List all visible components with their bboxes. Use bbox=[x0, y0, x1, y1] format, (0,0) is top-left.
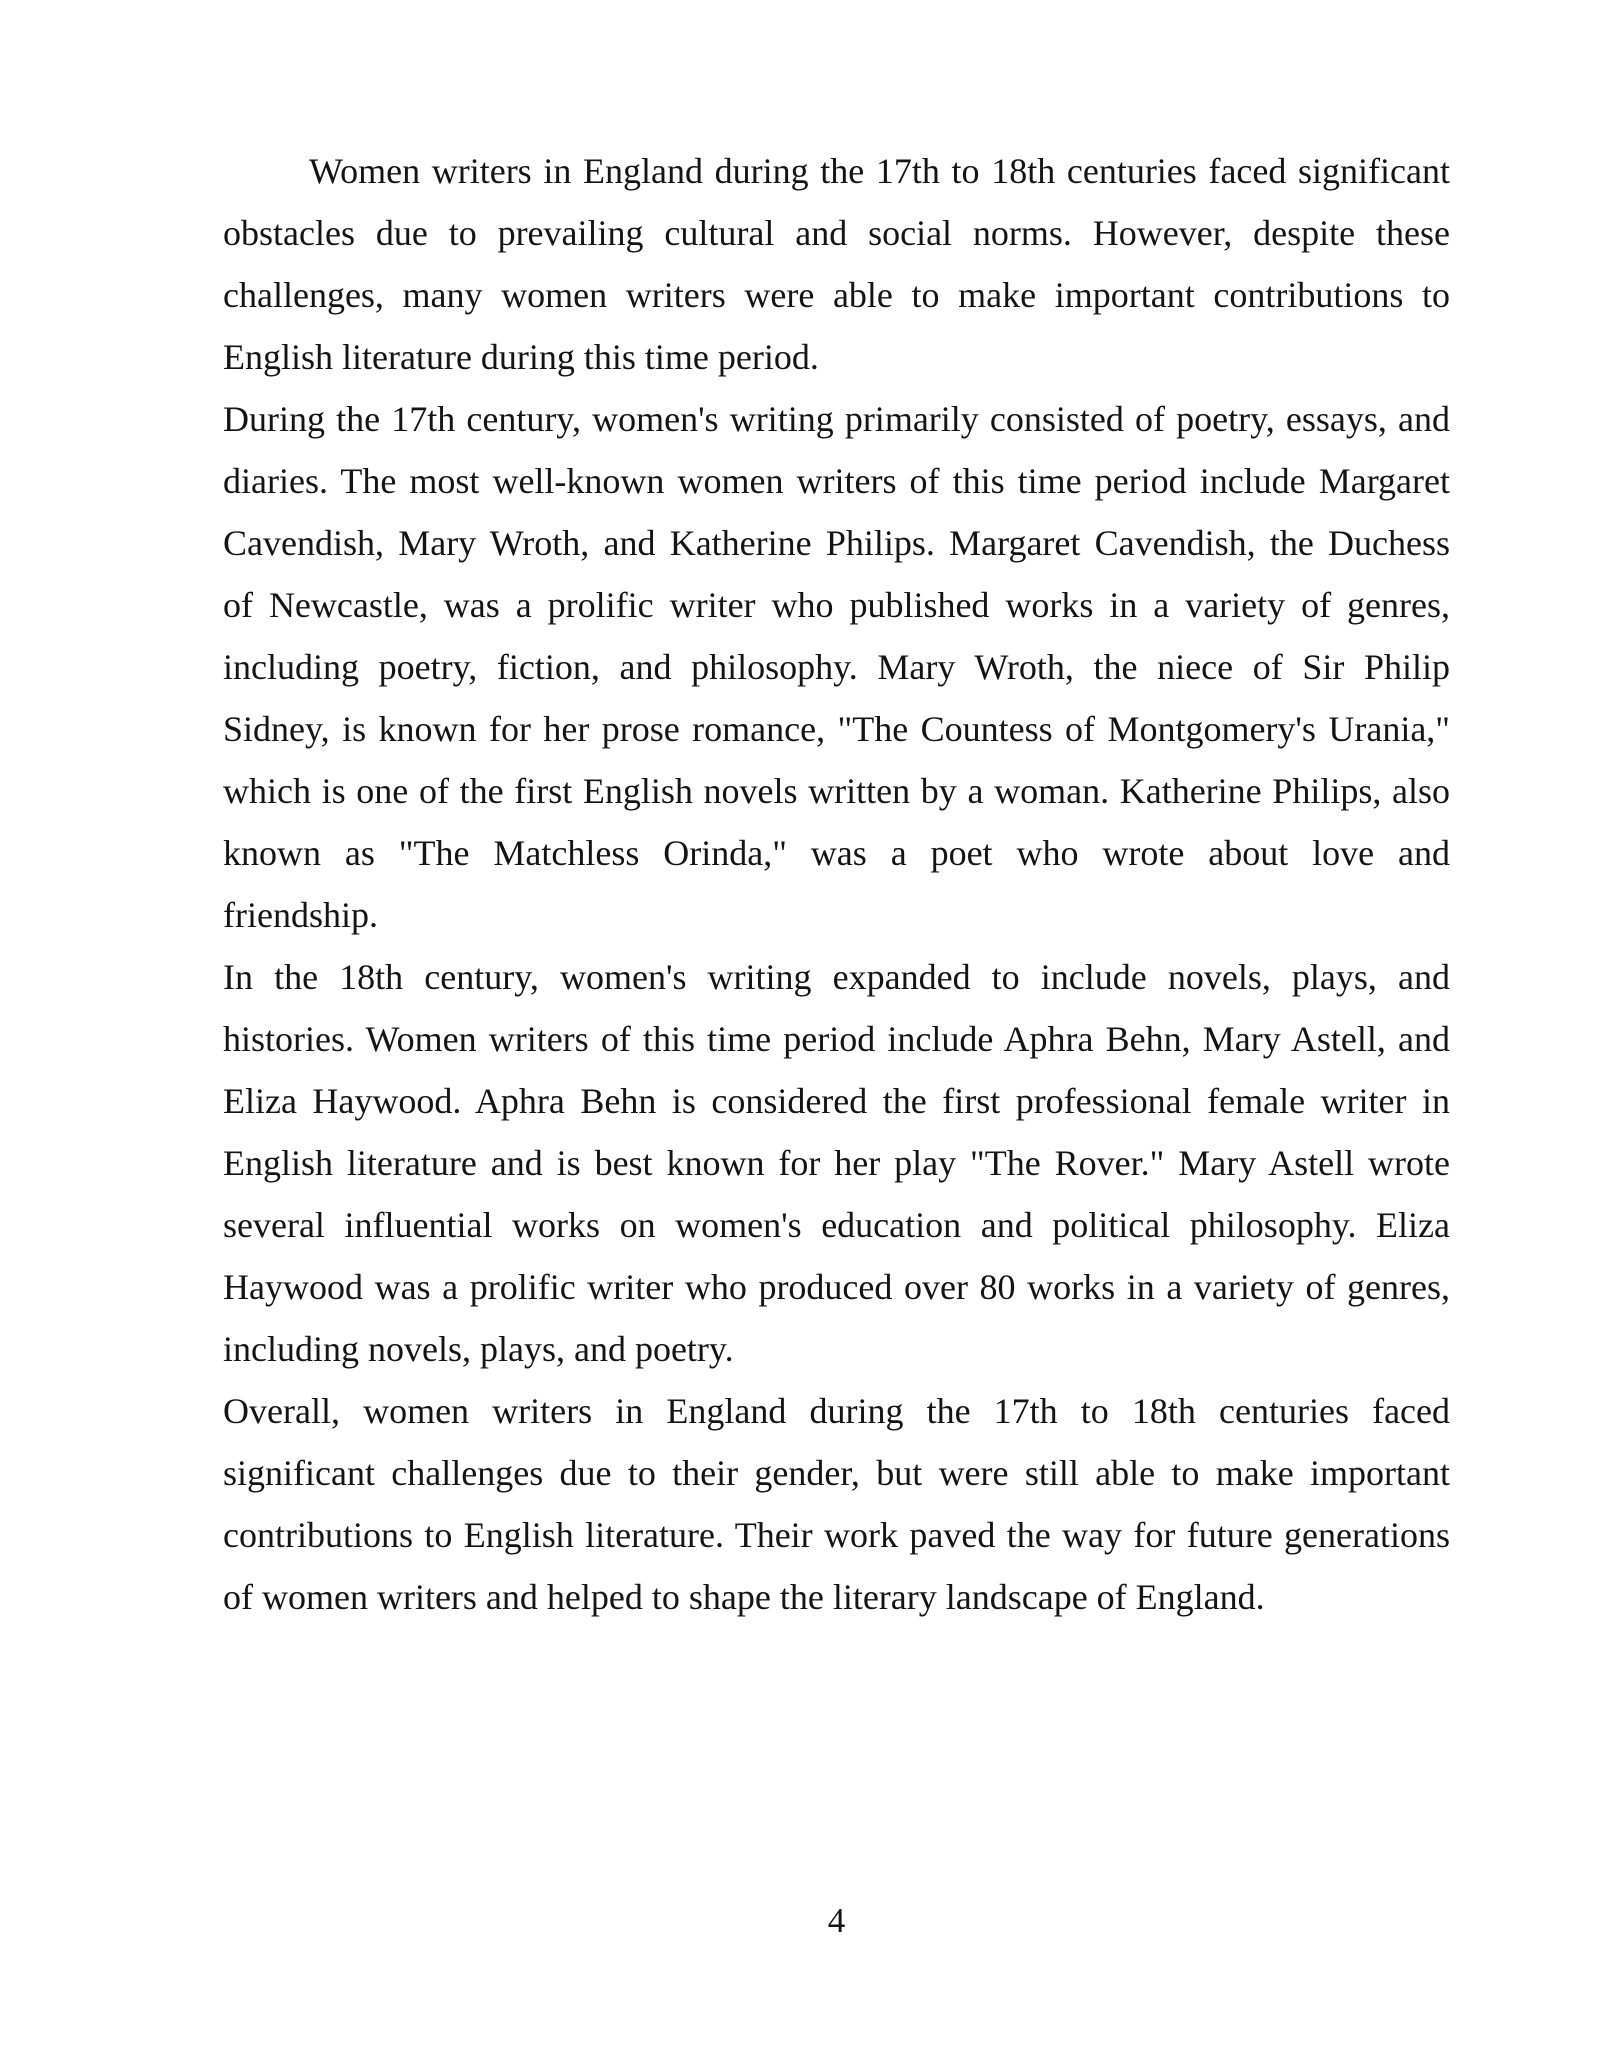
text-line: including poetry, fiction, and philosophy. Mary Wroth, the niece of Sir Philip bbox=[223, 647, 1450, 687]
paragraph-2 bbox=[223, 388, 1450, 946]
text-line: significant challenges due to their gender, but were still able to make important bbox=[223, 1453, 1450, 1493]
text-line: known as "The Matchless Orinda," was a poet who wrote about love and bbox=[223, 833, 1450, 873]
text-line: including novels, plays, and poetry. bbox=[223, 1329, 734, 1369]
page-number: 4 bbox=[827, 1901, 846, 1940]
text-line: During the 17th century, women's writing primarily consisted of poetry, essays, and bbox=[223, 399, 1450, 439]
text-line: Overall, women writers in England during the 17th to 18th centuries faced bbox=[223, 1391, 1450, 1431]
text-line: diaries. The most well-known women writers of this time period include Margaret bbox=[223, 461, 1450, 501]
text-line: histories. Women writers of this time period include Aphra Behn, Mary Astell, and bbox=[223, 1019, 1450, 1059]
page-footer bbox=[223, 1890, 1450, 1952]
text-line: which is one of the first English novels written by a woman. Katherine Philips, also bbox=[223, 771, 1450, 811]
text-line: several influential works on women's education and political philosophy. Eliza bbox=[223, 1205, 1450, 1245]
document-body bbox=[223, 140, 1450, 1628]
text-line: English literature and is best known for her play "The Rover." Mary Astell wrote bbox=[223, 1143, 1450, 1183]
text-line: Haywood was a prolific writer who produced over 80 works in a variety of genres, bbox=[223, 1267, 1450, 1307]
text-line: Cavendish, Mary Wroth, and Katherine Philips. Margaret Cavendish, the Duchess bbox=[223, 523, 1450, 563]
paragraph-4 bbox=[223, 1380, 1450, 1628]
text-line: challenges, many women writers were able to make important contributions to bbox=[223, 275, 1450, 315]
text-line: Women writers in England during the 17th to 18th centuries faced significant bbox=[309, 151, 1450, 191]
text-line: Sidney, is known for her prose romance, "The Countess of Montgomery's Urania," bbox=[223, 709, 1450, 749]
text-line: of Newcastle, was a prolific writer who published works in a variety of genres, bbox=[223, 585, 1450, 625]
text-line: Eliza Haywood. Aphra Behn is considered the first professional female writer in bbox=[223, 1081, 1450, 1121]
text-line: English literature during this time period. bbox=[223, 337, 819, 377]
text-line: In the 18th century, women's writing expanded to include novels, plays, and bbox=[223, 957, 1450, 997]
text-line: friendship. bbox=[223, 895, 378, 935]
paragraph-3 bbox=[223, 946, 1450, 1380]
text-line: of women writers and helped to shape the literary landscape of England. bbox=[223, 1577, 1265, 1617]
text-line: contributions to English literature. Their work paved the way for future generations bbox=[223, 1515, 1450, 1555]
paragraph-1 bbox=[223, 140, 1450, 388]
text-line: obstacles due to prevailing cultural and social norms. However, despite these bbox=[223, 213, 1450, 253]
